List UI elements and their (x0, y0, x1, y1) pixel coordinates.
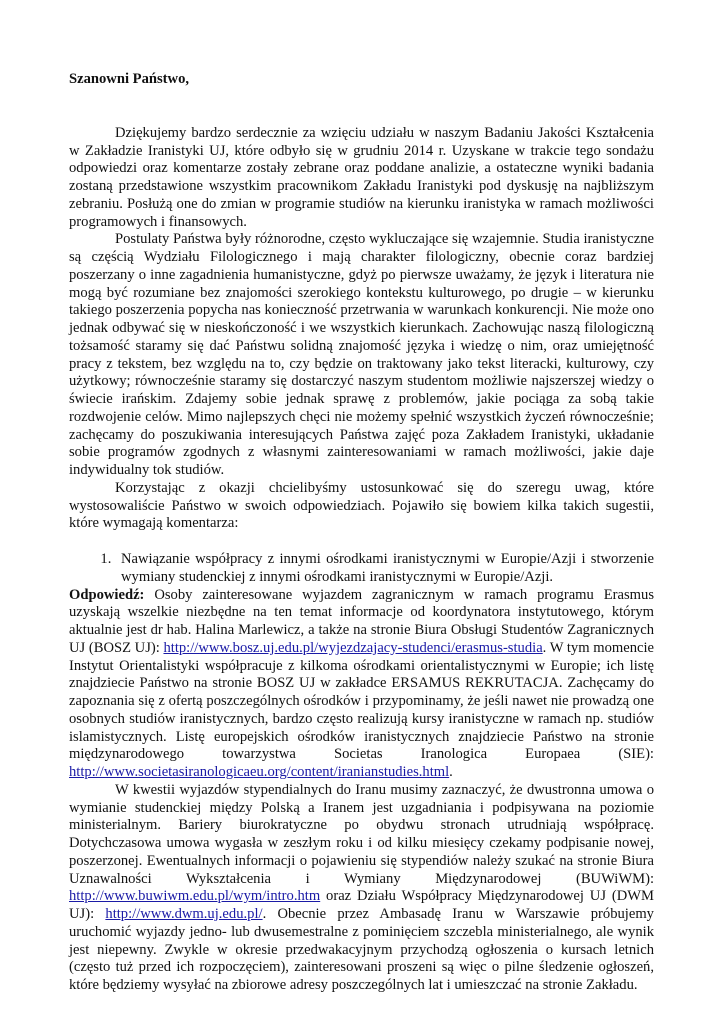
buwiwm-link[interactable]: http://www.buwiwm.edu.pl/wym/intro.htm (69, 888, 321, 905)
greeting-heading: Szanowni Państwo, (69, 71, 190, 87)
bosz-erasmus-link[interactable]: http://www.bosz.uj.edu.pl/wyjezdzajacy-studenci/erasmus-studia (163, 639, 543, 656)
scholarship-text: W kwestii wyjazdów stypendialnych do Iranu musimy zaznaczyć, że dwustronna umowa o wymianie studenckiej między Polską a Iranem jest uzgadniania i podpisywana na poziomie ministerialnym. Bariery biurokratyczne po obydwu stronach utrudniają współpracę. Dotychczasowa umowa wygasła w zeszłym roku i od kilku miesięcy czekamy podpisanie nowej, poszerzonej. Ewentualnych informacji o pojawieniu się stypendiów należy szukać na stronie Biura Uznawalności Wykształcenia i Wymiany Międzynarodowej (BUWiWM): (69, 781, 654, 887)
scholarship-text: . Obecnie przez Ambasadę Iranu w Warszawie próbujemy uruchomić wyjazdy jedno- lub dwusemestralne z pominięciem szczebla ministerialnego, ale wynik jest niepewny. Zwykle w okresie przedwakacyjnym przychodzą ogłoszenia o kursach letnich (często tuż przed ich rozpoczęciem), zainteresowani proszeni są więc o pilne śledzenie ogłoszeń, które będziemy wysyłać na zbiorowe adresy poszczególnych lat i umieszczać na stronie Zakładu. (69, 906, 654, 993)
paragraph-intro-remarks: Korzystając z okazji chcielibyśmy ustosunkować się do szeregu uwag, które wystosowaliście Państwo w swoich odpowiedziach. Pojawiło się bowiem kilka takich sugestii, które wymagają komentarza: (69, 479, 654, 532)
answer-text: Osoby zainteresowane wyjazdem zagranicznym w ramach programu Erasmus uzyskają wszelkie niezbędne na ten temat informacje od koordynatora instytutowego, którym aktualnie jest dr hab. Halina Marlewicz, a także na stronie Biura Obsługi Studentów Zagranicznych UJ (BOSZ UJ): (69, 586, 654, 656)
answer-label: Odpowiedź: (69, 586, 145, 603)
dwm-uj-link[interactable]: http://www.dwm.uj.edu.pl/ (105, 906, 263, 922)
paragraph-answer (69, 587, 654, 782)
list-item: 1. Nawiązanie współpracy z innymi ośrodkami iranistycznymi w Europie/Azji i stworzenie wymiany studenckiej z innymi ośrodkami iranistycznymi w Europie/Azji. (115, 551, 654, 587)
paragraph-thanks: Dziękujemy bardzo serdecznie za wzięciu udziału w naszym Badaniu Jakości Kształcenia w Zakładzie Iranistyki UJ, które odbyło się w grudniu 2014 r. Uzyskane w trakcie tego sondażu odpowiedzi oraz komentarze zostały zebrane oraz poddane analizie, a ostateczne wyniki badania zostaną przedstawione wszystkim pracownikom Zakładu Iranistyki pod dyskusję na najbliższym zebraniu. Posłużą one do zmian w programie studiów na kierunku iranistyka w ramach możliwości programowych i finansowych. (69, 124, 654, 230)
paragraph-postulates: Postulaty Państwa były różnorodne, często wykluczające się wzajemnie. Studia iranistyczne są częścią Wydziału Filologicznego i mają charakter filologiczny, obecnie coraz bardziej poszerzany o inne zagadnienia humanistyczne, gdyż po pierwsze uważamy, że język i literatura nie mogą być rozumiane bez znajomości szerokiego kontekstu kulturowego, po drugie – w kierunku takiego poszerzenia popycha nas konieczność przetrwania w warunkach konkurencji. Nie może ono jednak odbywać się w nieskończoność i we wszystkich kierunkach. Zachowując naszą filologiczną tożsamość staramy się dać Państwu solidną znajomość języka i wiedzę o nim, oraz umiejętność pracy z tekstem, bez względu na to, czy będzie on traktowany jako tekst literacki, kulturowy, czy użytkowy; równocześnie staramy się dostarczyć naszym studentom możliwie najszerszej wiedzy o świecie irańskim. Zdajemy sobie jednak sprawę z problemów, jakie pociąga za sobą takie rozdwojenie celów. Mimo najlepszych chęci nie możemy spełnić wszystkich życzeń równocześnie; zachęcamy do poszukiwania interesujących Państwa zajęć poza Zakładem Iranistyki, układanie sobie programów zgodnych z własnymi zainteresowaniami w ramach możliwości, jakie daje indywidualny tok studiów. (69, 231, 654, 478)
letter-document (69, 71, 654, 995)
answer-text: . (449, 764, 453, 780)
suggestions-list (69, 551, 654, 587)
sie-iranian-studies-link[interactable]: http://www.societasiranologicaeu.org/content/iranianstudies.html (69, 764, 450, 780)
scholarship-text: oraz Działu Współpracy Międzynarodowej UJ (DWM UJ): (69, 888, 654, 922)
paragraph-scholarships (69, 782, 654, 995)
answer-text: . W tym momencie Instytut Orientalistyki współpracuje z kilkoma ośrodkami orientalistycznymi w Europie; ich listę znajdziecie Państwo na stronie BOSZ UJ w zakładce ERSAMUS REKRUTACJA. Zachęcamy do zapoznania się z ofertą poszczególnych ośrodków i przypominamy, że jeśli nawet nie prowadzą one osobnych studiów iranistycznych, bardzo często realizują kursy iranistyczne w ramach np. studiów islamistycznych. Listę europejskich ośrodków iranistycznych znajdziecie Państwo na stronie międzynarodowego towarzystwa Societas Iranologica Europaea (SIE): (69, 639, 654, 763)
